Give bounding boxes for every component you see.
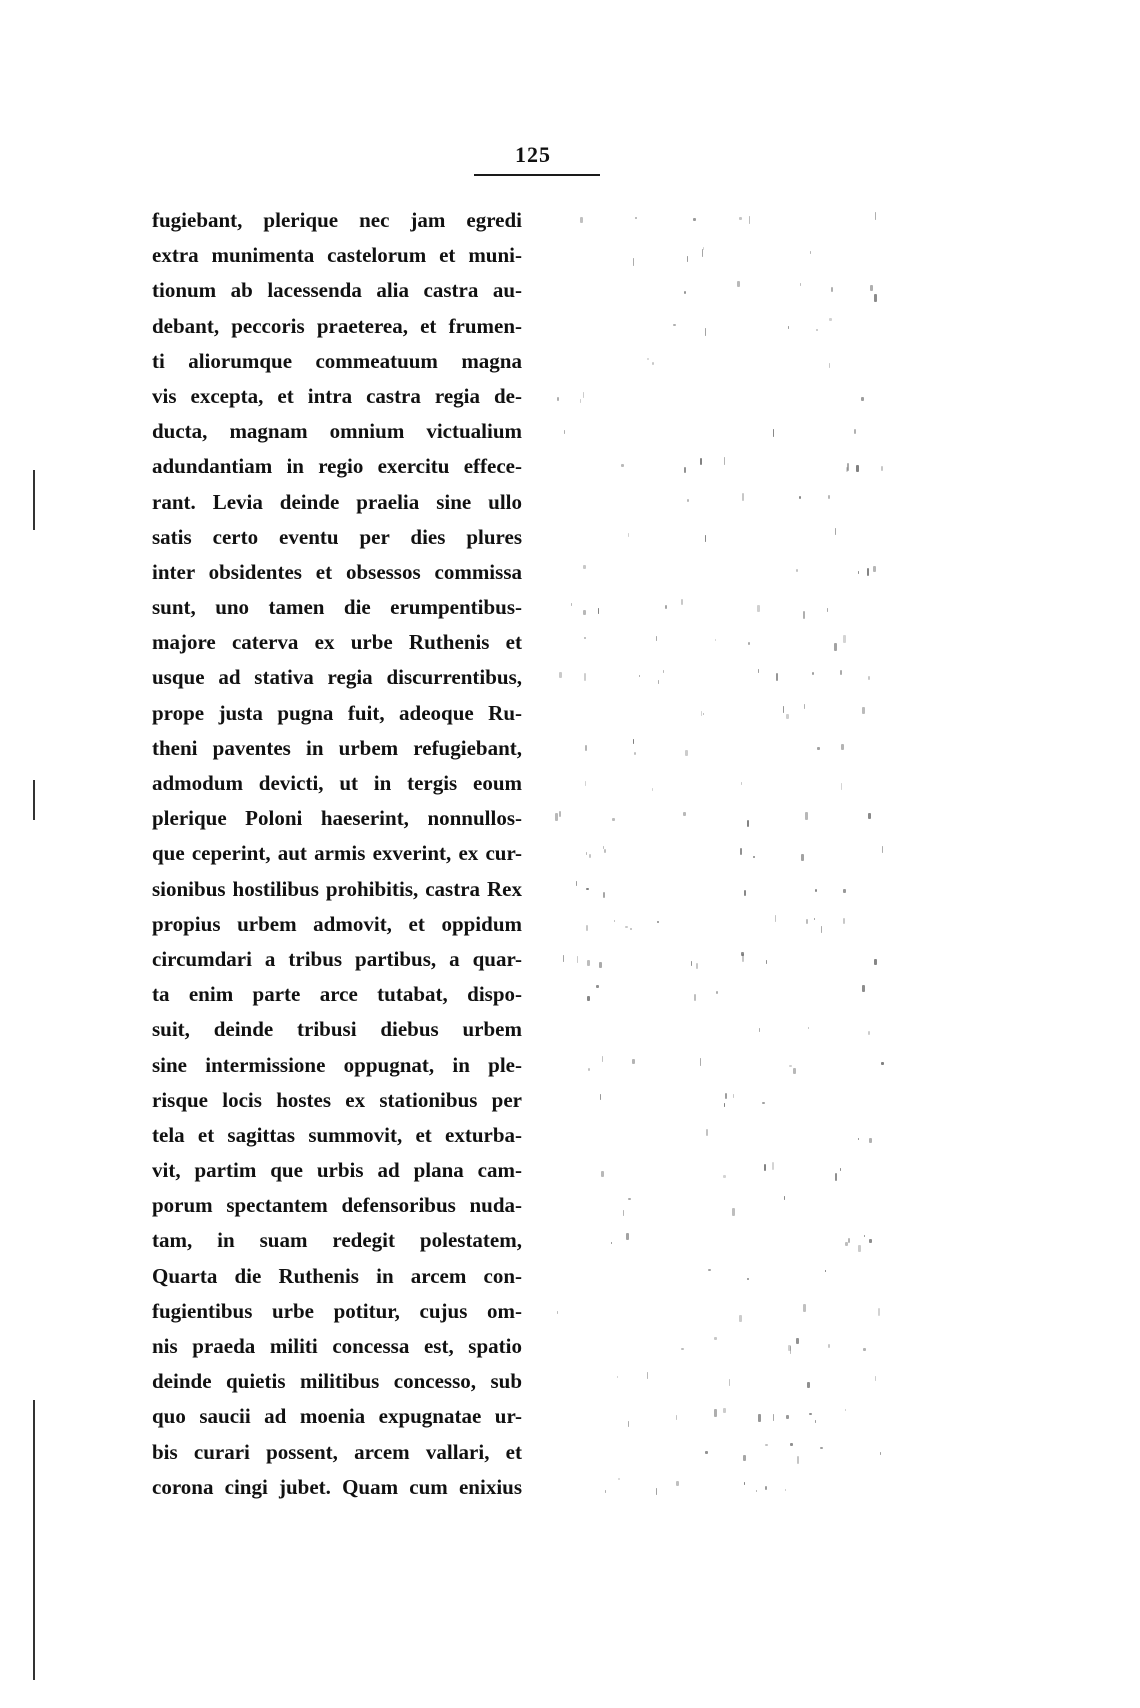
text-line: adundantiam in regio exercitu effece- [152,454,522,479]
speck [864,1235,865,1237]
speck [765,1444,768,1446]
speck [714,1409,717,1417]
speck [700,1058,701,1066]
speck [785,1489,786,1491]
speck [757,605,760,612]
page-number: 125 [515,142,551,167]
speck [723,1175,726,1178]
speck [854,429,856,434]
text-line: risque locis hostes ex stationibus per [152,1087,522,1112]
speck [633,739,634,744]
text-line: suit, deinde tribusi diebus urbem [152,1017,522,1042]
speck [737,281,740,287]
speck [571,603,572,606]
binding-edge-mark [33,1400,35,1680]
speck [665,605,667,609]
speck [583,565,586,569]
speck [800,283,801,286]
speck [733,1094,734,1098]
speck [632,1059,635,1064]
speck [882,846,883,853]
text-line: ducta, magnam omnium victualium [152,419,522,444]
speck [658,680,659,684]
speck [788,1345,791,1351]
speck [723,1408,726,1413]
speck [683,812,686,816]
header-rule [474,174,600,176]
speck [793,1068,796,1074]
speck [828,1344,830,1348]
text-line: prope justa pugna fuit, adeoque Ru- [152,700,522,725]
speck [840,1168,841,1171]
speck [789,1065,792,1067]
speck [598,608,599,614]
speck [618,1478,620,1480]
speck [647,1372,648,1379]
speck [656,1488,657,1495]
speck [694,994,696,1001]
speck [703,713,704,715]
speck [741,952,744,956]
speck [858,571,859,574]
speck [867,568,869,576]
speck [634,752,636,755]
text-line: debant, peccoris praeterea, et frumen- [152,313,522,338]
speck [762,1102,765,1104]
speck [681,599,683,605]
speck [809,1413,812,1415]
text-line: fugiebant, plerique nec jam egredi [152,208,522,232]
text-line: Quarta die Ruthenis in arcem con- [152,1263,522,1288]
text-line: bis curari possent, arcem vallari, et [152,1439,522,1464]
text-line: circumdari a tribus partibus, a quar- [152,946,522,971]
speck [803,611,805,619]
speck [848,1238,850,1243]
speck [843,918,845,924]
speck [835,1173,837,1181]
speck [868,813,871,819]
text-line: rant. Levia deinde praelia sine ullo [152,489,522,514]
speck [810,251,811,254]
speck [628,533,629,537]
speck [739,217,742,220]
text-line: porum spectantem defensoribus nuda- [152,1193,522,1218]
speck [715,639,716,641]
text-line: theni paventes in urbem refugiebant, [152,735,522,760]
speck [580,399,581,403]
speck [758,1414,761,1422]
speck [861,397,864,401]
text-line: vit, partim que urbis ad plana cam- [152,1158,522,1183]
speck [783,706,784,713]
text-line: fugientibus urbe potitur, cujus om- [152,1298,522,1323]
speck [691,961,692,966]
speck [602,1056,603,1062]
speck [559,811,561,817]
text-line: sunt, uno tamen die erumpentibus- [152,595,522,620]
speck [815,889,817,892]
speck [870,285,873,291]
speck [880,1452,881,1455]
speck [596,985,599,988]
speck [845,1409,846,1411]
speck [599,962,602,968]
speck [741,782,742,785]
speck [827,608,828,612]
speck [875,1376,876,1381]
speck [874,294,877,302]
speck [577,956,578,963]
speck [587,960,590,966]
speck [604,849,606,853]
speck [835,528,836,535]
speck [744,1482,745,1485]
text-line: majore caterva ex urbe Ruthenis et [152,630,522,655]
speck [729,1379,730,1386]
speck [873,566,876,572]
speck [687,256,688,262]
speck [584,637,586,639]
speck [869,1239,872,1243]
show-through-specks [555,203,935,1503]
speck [796,569,798,572]
speck [862,707,865,714]
speck [817,747,820,750]
speck [825,1270,826,1272]
speck [773,1414,774,1421]
speck [856,465,859,472]
speck [586,852,587,855]
speck [700,458,702,465]
speck [764,1164,766,1171]
speck [739,1315,742,1322]
speck [786,714,789,719]
speck [765,1486,767,1490]
speck [716,991,718,994]
speck [799,496,801,499]
speck [740,848,742,855]
speck [786,1415,789,1419]
speck [647,358,649,360]
speck [603,892,605,898]
speck [840,670,842,675]
speck [742,493,744,501]
speck [788,326,789,329]
speck [744,890,746,896]
speck [858,1138,859,1140]
speck [829,363,830,368]
speck [868,1031,870,1035]
speck [829,318,832,321]
speck [633,258,634,266]
text-line: sionibus hostilibus prohibitis, castra Rex [152,876,522,901]
speck [725,1093,727,1099]
speck [625,926,628,928]
speck [611,1242,612,1244]
speck [676,1481,679,1486]
speck [743,1455,746,1461]
speck [705,535,706,542]
text-line: corona cingi jubet. Quam cum enixius [152,1474,522,1499]
speck [703,247,704,250]
text-line: nis praeda militi concessa est, spatio [152,1334,522,1358]
speck [693,218,696,221]
speck [869,1138,872,1143]
text-line: tionum ab lacessenda alia castra au- [152,278,522,303]
speck [630,928,632,930]
speck [841,744,844,750]
text-line: que ceperint, aut armis exverint, ex cur- [152,841,522,866]
speck [702,249,703,257]
speck [772,1162,774,1170]
speck [796,1338,799,1344]
speck [747,1278,749,1280]
speck [584,673,586,681]
speck [612,818,615,821]
speck [673,324,676,326]
speck [685,750,688,756]
speck [605,1490,606,1493]
text-line: plerique Poloni haeserint, nonnullos- [152,806,522,831]
text-line: satis certo eventu per dies plures [152,524,522,549]
speck [775,915,776,922]
speck [881,1062,884,1065]
speck [687,499,689,502]
speck [676,1415,677,1420]
binding-edge-mark [33,780,35,820]
speck [617,1376,618,1378]
speck [773,429,774,437]
text-line: vis excepta, et intra castra regia de- [152,383,522,408]
speck [626,1233,629,1240]
speck [663,670,664,673]
speck [863,1348,866,1351]
speck [576,881,577,886]
speck [821,926,822,933]
speck [557,1311,558,1314]
speck [834,643,837,651]
speck [586,888,589,890]
speck [652,788,653,791]
speck [652,362,654,365]
speck [808,1027,809,1029]
speck [801,854,804,861]
speck [776,673,778,681]
speck [843,889,846,893]
speck [681,1348,684,1350]
speck [747,820,749,827]
speck [585,745,587,751]
speck [756,1490,757,1492]
speck [805,812,808,820]
speck [585,781,586,786]
speck [807,1382,810,1388]
speck [684,467,686,473]
speck [815,1420,816,1423]
speck [758,669,759,673]
speck [843,635,846,643]
text-line: deinde quietis militibus concesso, sub [152,1369,522,1394]
text-line: admodum devicti, ut in tergis eoum [152,771,522,795]
speck [623,1210,624,1216]
speck [828,495,830,499]
speck [804,704,805,709]
text-line: sine intermissione oppugnat, in ple- [152,1052,522,1077]
speck [766,960,767,964]
text-line: usque ad stativa regia discurrentibus, [152,665,522,690]
speck [614,920,615,922]
speck [587,996,590,1001]
speck [875,212,876,220]
speck [878,1308,880,1316]
speck [583,392,584,398]
speck [820,1447,823,1449]
speck [696,963,698,969]
speck [748,642,750,645]
speck [749,216,750,224]
speck [874,959,877,965]
speck [868,676,870,680]
speck [816,329,818,331]
speck [586,925,588,931]
speck [706,1129,708,1136]
speck [753,856,755,858]
text-line: ta enim parte arce tutabat, dispo- [152,982,522,1007]
text-line: tela et sagittas summovit, et exturba- [152,1122,522,1147]
speck [563,955,564,962]
speck [841,783,842,790]
speck [635,217,637,219]
speck [580,217,583,223]
text-line: propius urbem admovit, et oppidum [152,911,522,936]
text-line: tam, in suam redegit polestatem, [152,1228,522,1253]
speck [784,1196,785,1200]
speck [724,1103,725,1107]
speck [621,464,624,467]
speck [639,675,640,677]
speck [705,328,706,336]
speck [732,1208,735,1216]
speck [557,397,559,401]
speck [797,1456,799,1464]
text-line: extra munimenta castelorum et muni- [152,243,522,268]
text-line: inter obsidentes et obsessos commissa [152,559,522,584]
speck [705,1451,708,1454]
speck [858,1245,861,1252]
speck [812,672,814,675]
speck [846,467,848,472]
speck [714,1337,717,1340]
speck [803,1304,806,1312]
speck [701,711,702,716]
speck [603,846,604,849]
speck [657,921,659,923]
speck [628,1421,629,1427]
speck [790,1443,793,1446]
speck [806,919,808,924]
speck [588,1068,590,1071]
speck [831,287,833,292]
speck [708,1269,711,1271]
text-line: quo saucii ad moenia expugnatae ur- [152,1404,522,1429]
speck [601,1171,604,1177]
speck [555,813,558,821]
binding-edge-mark [33,470,35,530]
speck [589,854,591,858]
speck [583,610,586,615]
speck [559,672,562,678]
speck [656,636,657,641]
speck [564,430,565,434]
speck [724,457,725,465]
speck [600,1094,601,1100]
speck [759,1028,760,1032]
speck [814,918,815,920]
speck [684,291,686,294]
speck [881,466,883,471]
body-text [152,203,522,1505]
speck [862,985,865,992]
speck [628,1198,631,1200]
text-line: ti aliorumque commeatuum magna [152,348,522,373]
